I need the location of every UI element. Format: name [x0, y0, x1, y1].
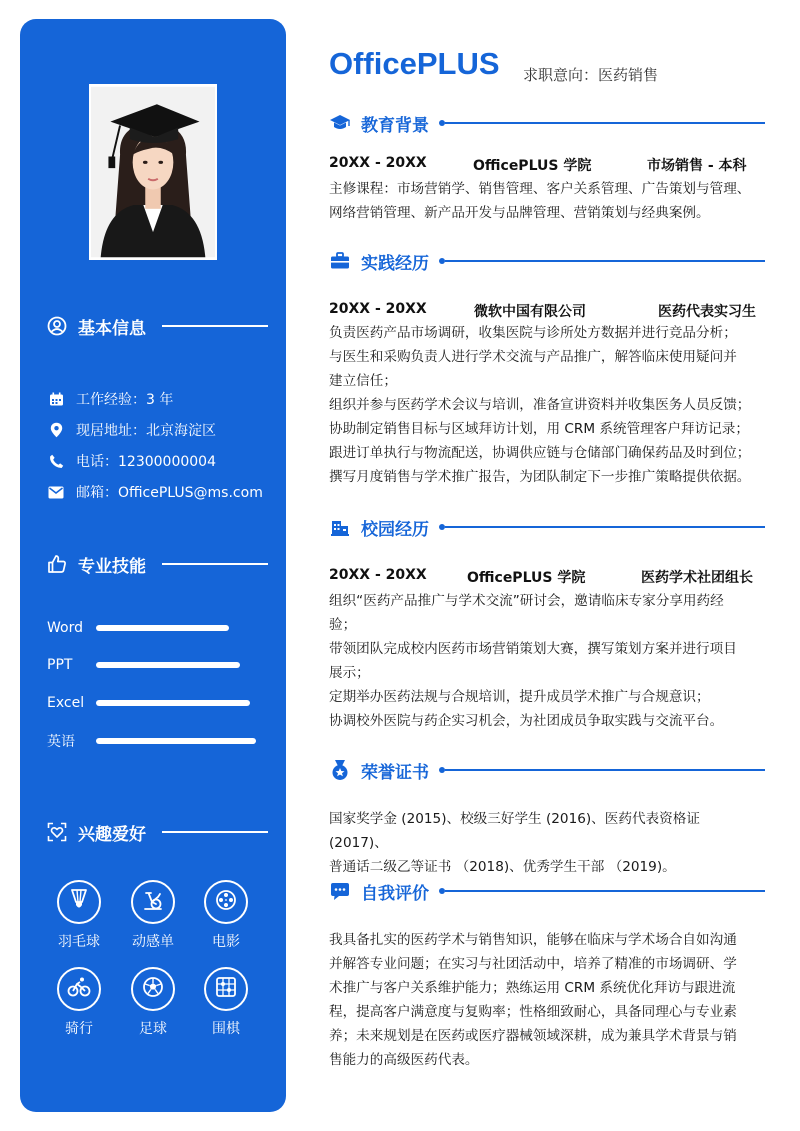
- profile-photo: [89, 84, 217, 260]
- basic-info-title: 基本信息: [78, 318, 146, 339]
- skill-bar: [96, 625, 229, 631]
- hobby-spinning: [123, 880, 183, 951]
- skill-name: PPT: [47, 657, 73, 673]
- campus-period: 20XX - 20XX: [329, 567, 427, 583]
- medal-icon: [329, 759, 351, 781]
- info-email-text: 邮箱：OfficePLUS@ms.com: [76, 485, 263, 501]
- hobby-go: [196, 967, 256, 1038]
- spinning-bike-icon: [142, 889, 164, 915]
- practice-header: [329, 249, 765, 273]
- job-target: 求职意向：医药销售: [523, 66, 659, 84]
- hobby-movie: [196, 880, 256, 951]
- hobbies-header: [46, 819, 268, 845]
- skill-name: Excel: [47, 695, 85, 711]
- education-major: 市场销售 - 本科: [647, 158, 747, 174]
- go-board-icon: [215, 976, 237, 1002]
- self-eval-header: [329, 879, 765, 903]
- basic-info-divider: [162, 325, 268, 327]
- phone-icon: [48, 453, 64, 469]
- practice-role: 医药代表实习生: [658, 304, 756, 320]
- skill-excel: [47, 693, 267, 713]
- skill-ppt: [47, 655, 267, 675]
- practice-entry-head: [329, 301, 755, 321]
- briefcase-icon: [329, 250, 351, 272]
- campus-body: 组织“医药产品推广与学术交流”研讨会，邀请临床专家分享用药经 验； 带领团队完成校内医药市场营销策划大赛，撰写策划方案并进行项目 展示； 定期举办医药法规与合规培训，提升成员学术推广与合规意识； 协调校外医院与药企实习机会，为社团成员争取实践与交流平台。: [329, 593, 737, 729]
- badminton-icon: [68, 888, 90, 916]
- info-experience-text: 工作经验：3 年: [76, 392, 174, 408]
- practice-body: 负责医药产品市场调研，收集医院与诊所处方数据并进行竞品分析； 与医生和采购负责人进行学术交流与产品推广，解答临床使用疑问并 建立信任； 组织并参与医药学术会议与培训，准备宣讲资料并收集医务人员反馈； 协助制定销售目标与区域拜访计划，用 CRM 系统管理客户拜访记录； 跟进订单执行与物流配送，协调供应链与仓储部门确保药品及时到位； 撰写月度销售与学术推广报告，为团队制定下一步推广策略提供依据。: [329, 325, 751, 485]
- skill-bar: [96, 700, 250, 706]
- skills-header: [46, 551, 268, 577]
- hobby-name: 电影: [212, 934, 240, 950]
- campus-title: 校园经历: [361, 519, 429, 540]
- skill-name: 英语: [47, 734, 75, 750]
- calendar-icon: [48, 391, 64, 407]
- skills-title: 专业技能: [78, 556, 146, 577]
- hobby-football: [123, 967, 183, 1038]
- hobby-name: 围棋: [212, 1021, 240, 1037]
- mail-icon: [48, 484, 64, 500]
- education-entry-head: [329, 155, 755, 175]
- education-school: OfficePLUS 学院: [473, 158, 592, 174]
- hobby-name: 动感单: [132, 934, 174, 950]
- campus-entry-head: [329, 567, 755, 587]
- skill-name: Word: [47, 620, 83, 636]
- self-eval-body: 我具备扎实的医药学术与销售知识，能够在临床与学术场合自如沟通 并解答专业问题；在实习与社团活动中，培养了精准的市场调研、学 术推广与客户关系维护能力；熟练运用 CRM 系统优化拜访与跟进流 程，提高客户满意度与复购率；性格细致耐心，具备同理心与专业素 养；未来规划是在医药或医疗器械领域深耕，成为兼具学术背景与销 售能力的高级医药代表。: [329, 932, 737, 1068]
- info-address-text: 现居地址：北京海淀区: [76, 423, 216, 439]
- info-phone-text: 电话：12300000004: [76, 454, 216, 470]
- honors-title: 荣誉证书: [361, 762, 429, 783]
- education-period: 20XX - 20XX: [329, 155, 427, 171]
- hobby-cycling: [49, 967, 109, 1038]
- education-header: [329, 111, 765, 135]
- building-icon: [329, 516, 351, 538]
- hobby-name: 足球: [139, 1021, 167, 1037]
- hobbies-divider: [162, 831, 268, 833]
- self-eval-title: 自我评价: [361, 883, 429, 904]
- info-email: [48, 482, 263, 502]
- chat-bubble-icon: [329, 880, 351, 902]
- practice-company: 微软中国有限公司: [474, 304, 586, 320]
- campus-header: [329, 515, 765, 539]
- football-icon: [142, 976, 164, 1002]
- skill-bar: [96, 662, 240, 668]
- hobby-name: 骑行: [65, 1021, 93, 1037]
- campus-school: OfficePLUS 学院: [467, 570, 586, 586]
- skill-word: [47, 618, 267, 638]
- education-body: 主修课程：市场营销学、销售管理、客户关系管理、广告策划与管理、 网络营销管理、新产品开发与品牌管理、营销策划与经典案例。: [329, 181, 751, 221]
- honors-header: [329, 758, 765, 782]
- honors-body: 国家奖学金 (2015)、校级三好学生 (2016)、医药代表资格证 (2017)、 普通话二级乙等证书 （2018)、优秀学生干部 （2019)。: [329, 811, 700, 875]
- practice-title: 实践经历: [361, 253, 429, 274]
- heart-frame-icon: [46, 821, 68, 843]
- education-title: 教育背景: [361, 115, 429, 136]
- hobby-badminton: [49, 880, 109, 951]
- location-icon: [48, 422, 64, 438]
- campus-role: 医药学术社团组长: [641, 570, 753, 586]
- brand-title: OfficePLUS: [329, 46, 500, 81]
- film-reel-icon: [215, 889, 237, 915]
- info-experience: [48, 389, 173, 409]
- skill-bar: [96, 738, 256, 744]
- cycling-icon: [67, 976, 91, 1002]
- info-phone: [48, 451, 216, 471]
- info-address: [48, 420, 216, 440]
- practice-period: 20XX - 20XX: [329, 301, 427, 317]
- hobbies-title: 兴趣爱好: [78, 824, 146, 845]
- hobby-name: 羽毛球: [58, 934, 100, 950]
- sidebar: [20, 19, 286, 1112]
- skills-divider: [162, 563, 268, 565]
- user-icon: [46, 315, 68, 337]
- graduate-portrait: [91, 86, 215, 258]
- graduation-cap-icon: [329, 112, 351, 134]
- basic-info-header: [46, 313, 268, 339]
- skill-english: [47, 731, 267, 751]
- thumbs-up-icon: [46, 553, 68, 575]
